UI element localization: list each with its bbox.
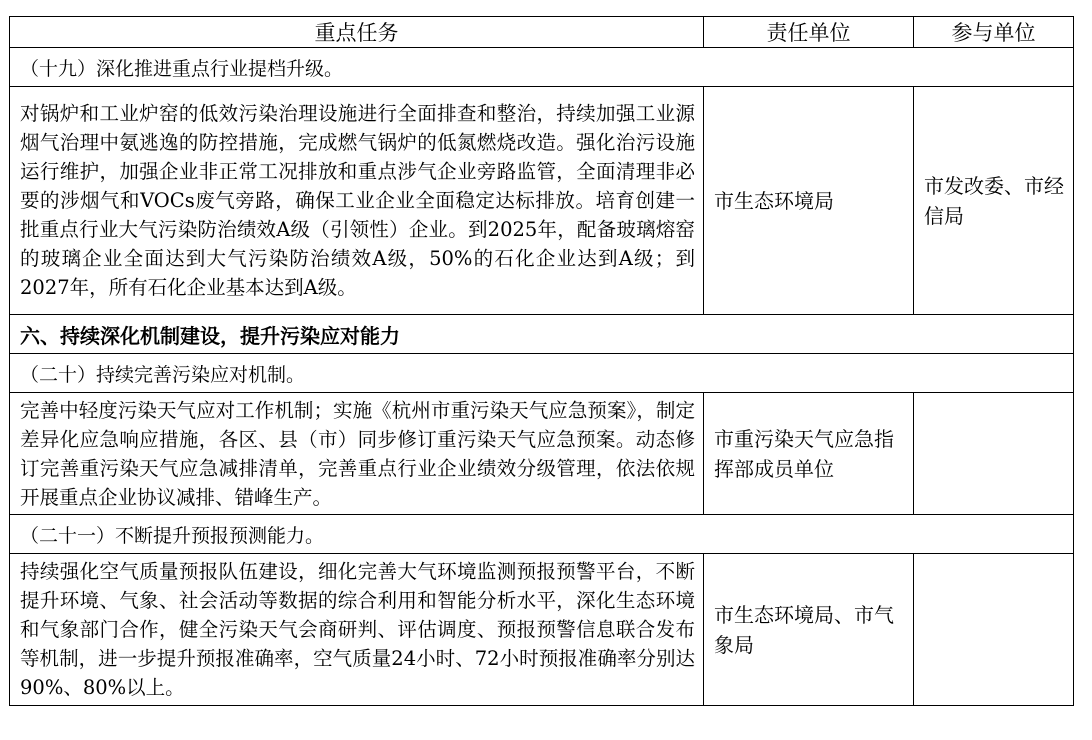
table-row [10, 554, 1074, 706]
task-description: 完善中轻度污染天气应对工作机制；实施《杭州市重污染天气应急预案》，制定差异化应急响应措施，各区、县（市）同步修订重污染天气应急预案。动态修订完善重污染天气应急减排清单，完善重点行业企业绩效分级管理，依法依规开展重点企业协议减排、错峰生产。 [10, 393, 704, 515]
header-responsible-unit: 责任单位 [704, 17, 914, 48]
responsible-unit: 市生态环境局、市气象局 [704, 554, 914, 706]
participating-unit [914, 393, 1074, 515]
section-row [10, 315, 1074, 354]
task-table [9, 16, 1074, 706]
table-header-row [10, 17, 1074, 48]
task-description: 持续强化空气质量预报队伍建设，细化完善大气环境监测预报预警平台，不断提升环境、气象、社会活动等数据的综合利用和智能分析水平，深化生态环境和气象部门合作，健全污染天气会商研判、评估调度、预报预警信息联合发布等机制，进一步提升预报准确率，空气质量24小时、72小时预报准确率分别达90%、80%以上。 [10, 554, 704, 706]
table-row [10, 393, 1074, 515]
subsection-heading: （十九）深化推进重点行业提档升级。 [10, 48, 1074, 87]
responsible-unit: 市生态环境局 [704, 87, 914, 315]
responsible-unit: 市重污染天气应急指挥部成员单位 [704, 393, 914, 515]
table-row [10, 87, 1074, 315]
participating-unit: 市发改委、市经信局 [914, 87, 1074, 315]
task-description: 对锅炉和工业炉窑的低效污染治理设施进行全面排查和整治，持续加强工业源烟气治理中氨逃逸的防控措施，完成燃气锅炉的低氮燃烧改造。强化治污设施运行维护，加强企业非正常工况排放和重点涉气企业旁路监管，全面清理非必要的涉烟气和VOCs废气旁路，确保工业企业全面稳定达标排放。培育创建一批重点行业大气污染防治绩效A级（引领性）企业。到2025年，配备玻璃熔窑的玻璃企业全面达到大气污染防治绩效A级，50%的石化企业达到A级；到2027年，所有石化企业基本达到A级。 [10, 87, 704, 315]
section-heading: 六、持续深化机制建设，提升污染应对能力 [10, 315, 1074, 354]
participating-unit [914, 554, 1074, 706]
subsection-heading: （二十）持续完善污染应对机制。 [10, 354, 1074, 393]
subsection-row [10, 48, 1074, 87]
subsection-row [10, 515, 1074, 554]
header-key-task: 重点任务 [10, 17, 704, 48]
header-participating-unit: 参与单位 [914, 17, 1074, 48]
subsection-row [10, 354, 1074, 393]
subsection-heading: （二十一）不断提升预报预测能力。 [10, 515, 1074, 554]
